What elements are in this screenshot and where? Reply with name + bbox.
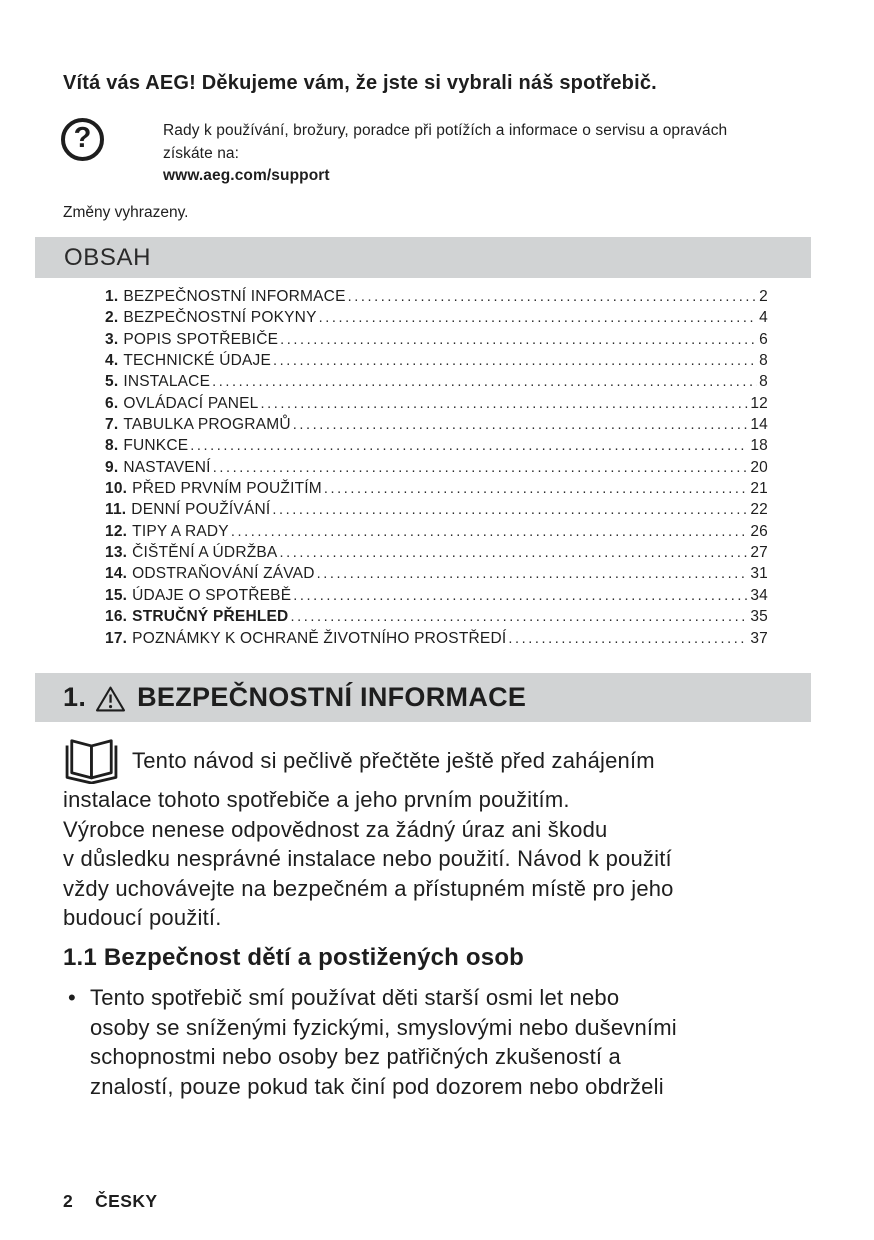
toc-entry — [105, 459, 768, 480]
toc-entry-page: 31 — [750, 565, 768, 583]
changes-reserved-note: Změny vyhrazeny. — [63, 204, 189, 221]
toc-entry — [105, 416, 768, 437]
toc-dot-leader — [272, 501, 748, 519]
toc-entry-number: 1. — [105, 288, 119, 305]
toc-dot-leader — [348, 288, 758, 306]
toc-entry-label: BEZPEČNOSTNÍ POKYNY — [123, 309, 317, 327]
intro-line: Výrobce nenese odpovědnost za žádný úraz ani škodu — [63, 816, 608, 842]
toc-dot-leader — [212, 373, 757, 391]
toc-entry-page: 4 — [759, 309, 768, 327]
open-book-icon — [63, 737, 120, 784]
toc-entry-page: 14 — [750, 416, 768, 434]
help-question-icon: ? — [61, 118, 104, 161]
support-text-line2: získáte na: — [163, 144, 240, 162]
toc-dot-leader — [290, 608, 748, 626]
toc-entry-number: 8. — [105, 437, 119, 455]
toc-entry-page: 21 — [750, 480, 768, 498]
toc-entry-number: 17. — [105, 629, 128, 647]
section-1-number: 1. — [63, 682, 87, 712]
support-text — [163, 118, 727, 188]
toc-entry-label: OVLÁDACÍ PANEL — [123, 394, 259, 412]
toc-entry-label: BEZPEČNOSTNÍ INFORMACE — [123, 288, 346, 305]
toc-entry-page: 8 — [759, 352, 768, 370]
toc-title: OBSAH — [64, 243, 152, 271]
intro-line: vždy uchovávejte na bezpečném a přístupném místě pro jeho — [63, 875, 674, 901]
toc-entry — [105, 437, 768, 458]
toc-entry-label: TIPY A RADY — [132, 522, 229, 540]
toc-entry — [105, 309, 768, 330]
table-of-contents — [105, 288, 768, 651]
intro-paragraph — [63, 736, 823, 933]
toc-entry-number: 4. — [105, 352, 119, 370]
toc-dot-leader — [508, 630, 748, 648]
toc-entry-label: ÚDAJE O SPOTŘEBĚ — [132, 586, 292, 604]
toc-entry — [105, 288, 768, 309]
warning-triangle-icon — [95, 685, 126, 713]
toc-entry — [105, 501, 768, 522]
toc-entry-label: POZNÁMKY K OCHRANĚ ŽIVOTNÍHO PROSTŘEDÍ — [132, 629, 507, 647]
toc-entry — [105, 480, 768, 501]
toc-entry — [105, 523, 768, 544]
toc-entry-label: NASTAVENÍ — [123, 458, 211, 476]
support-text-line1: Rady k používání, brožury, poradce při potížích a informace o servisu a opravách — [163, 122, 728, 139]
bullet-list — [68, 983, 824, 1101]
toc-entry — [105, 352, 768, 373]
support-info-block — [61, 118, 727, 188]
toc-entry-page: 34 — [750, 586, 768, 604]
toc-entry-number: 2. — [105, 309, 119, 327]
footer-page-number: 2 — [63, 1191, 74, 1211]
toc-entry-number: 10. — [105, 480, 128, 498]
subsection-1-1-title: 1.1 Bezpečnost dětí a postižených osob — [63, 944, 525, 971]
toc-entry-label: TECHNICKÉ ÚDAJE — [123, 352, 272, 370]
page-footer — [63, 1191, 157, 1212]
toc-entry — [105, 565, 768, 586]
toc-dot-leader — [261, 395, 749, 413]
toc-entry-number: 16. — [105, 608, 128, 626]
toc-entry-label: TABULKA PROGRAMŮ — [123, 416, 291, 434]
toc-entry-label: FUNKCE — [123, 437, 189, 455]
bullet-text — [90, 983, 824, 1101]
toc-entry-page: 6 — [759, 330, 768, 348]
toc-entry-number: 3. — [105, 330, 119, 348]
toc-entry — [105, 395, 768, 416]
toc-dot-leader — [293, 416, 749, 434]
toc-entry-page: 26 — [750, 522, 768, 540]
toc-entry-label: ODSTRAŇOVÁNÍ ZÁVAD — [132, 565, 315, 583]
section-1-heading — [63, 682, 526, 713]
toc-entry-page: 35 — [750, 608, 768, 626]
toc-entry-number: 15. — [105, 586, 128, 604]
section-1-header-bar — [35, 673, 811, 722]
bullet-marker: • — [68, 985, 76, 1010]
toc-entry-number: 13. — [105, 544, 128, 562]
toc-dot-leader — [280, 331, 757, 349]
toc-entry-label: STRUČNÝ PŘEHLED — [132, 608, 289, 626]
support-url: www.aeg.com/support — [163, 167, 330, 184]
bullet-item — [68, 983, 824, 1101]
toc-dot-leader — [190, 437, 748, 455]
toc-entry — [105, 587, 768, 608]
toc-entry — [105, 331, 768, 352]
toc-entry-page: 12 — [750, 394, 768, 412]
toc-dot-leader — [213, 459, 749, 477]
toc-entry — [105, 544, 768, 565]
toc-entry-label: DENNÍ POUŽÍVÁNÍ — [131, 501, 271, 519]
toc-dot-leader — [231, 523, 749, 541]
bullet-line: osoby se sníženými fyzickými, smyslovými nebo duševními — [90, 1014, 677, 1040]
toc-entry — [105, 373, 768, 394]
toc-entry-number: 9. — [105, 458, 119, 476]
toc-entry-page: 37 — [750, 629, 768, 647]
intro-line: instalace tohoto spotřebiče a jeho prvním použitím. — [63, 787, 570, 812]
intro-line: v důsledku nesprávné instalace nebo použití. Návod k použití — [63, 846, 672, 871]
toc-entry-page: 20 — [750, 458, 768, 476]
intro-line: Tento návod si pečlivě přečtěte ještě před zahájením — [132, 747, 655, 773]
toc-entry-number: 14. — [105, 565, 128, 583]
toc-entry-label: INSTALACE — [123, 373, 211, 391]
toc-entry-number: 11. — [105, 501, 127, 519]
intro-line: budoucí použití. — [63, 905, 222, 930]
toc-dot-leader — [293, 587, 748, 605]
toc-entry-number: 7. — [105, 416, 119, 434]
bullet-line: Tento spotřebič smí používat děti starší osmi let nebo — [90, 985, 620, 1010]
toc-entry-label: POPIS SPOTŘEBIČE — [123, 330, 279, 348]
toc-entry-page: 8 — [759, 373, 768, 391]
footer-language: ČESKY — [95, 1191, 158, 1211]
toc-entry-page: 18 — [750, 437, 768, 455]
toc-dot-leader — [317, 565, 749, 583]
toc-entry-page: 22 — [750, 501, 768, 519]
bullet-line: znalostí, pouze pokud tak činí pod dozorem nebo obdrželi — [90, 1073, 664, 1099]
bullet-line: schopnostmi nebo osoby bez patřičných zkušeností a — [90, 1044, 621, 1069]
page-title: Vítá vás AEG! Děkujeme vám, že jste si vybrali náš spotřebič. — [63, 72, 657, 94]
toc-entry-number: 5. — [105, 373, 119, 391]
toc-header-bar — [35, 237, 811, 278]
toc-entry — [105, 630, 768, 651]
toc-entry-page: 27 — [750, 544, 768, 562]
toc-dot-leader — [279, 544, 748, 562]
toc-dot-leader — [273, 352, 757, 370]
toc-entry-label: ČIŠTĚNÍ A ÚDRŽBA — [132, 544, 278, 562]
toc-entry-number: 12. — [105, 522, 128, 540]
toc-entry-page: 2 — [759, 288, 768, 305]
toc-entry-number: 6. — [105, 394, 119, 412]
toc-entry-label: PŘED PRVNÍM POUŽITÍM — [132, 480, 322, 498]
toc-entry — [105, 608, 768, 629]
toc-dot-leader — [324, 480, 748, 498]
section-1-title: BEZPEČNOSTNÍ INFORMACE — [137, 682, 527, 712]
toc-dot-leader — [319, 309, 758, 327]
